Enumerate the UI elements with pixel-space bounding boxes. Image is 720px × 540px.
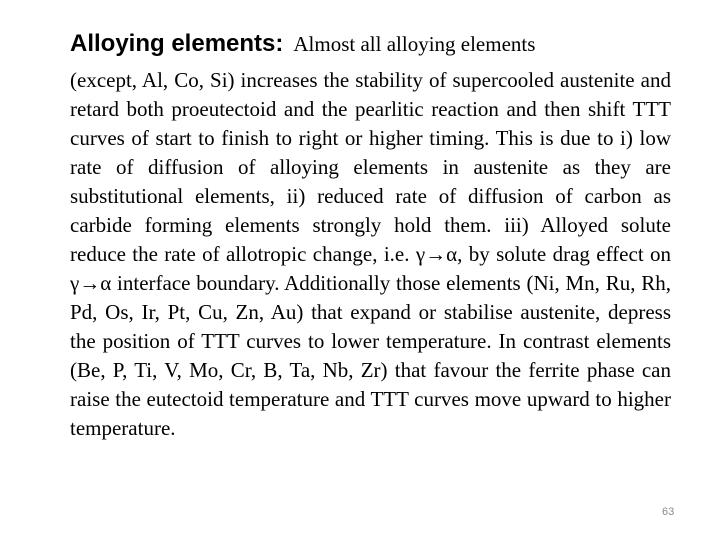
heading-continuation: Almost all alloying elements: [293, 32, 536, 56]
body-paragraph: (except, Al, Co, Si) increases the stability of supercooled austenite and retard both proeutectoid and the pearlitic reaction and then shift TTT curves of start to finish to right or higher timing. This is due to i) low rate of diffusion of alloying elements in austenite as they are substitutional elements, ii) reduced rate of diffusion of carbon as carbide forming elements strongly hold them. iii) Alloyed solute reduce the rate of allotropic change, i.e. γ→α, by solute drag effect on γ→α interface boundary. Additionally those elements (Ni, Mn, Ru, Rh, Pd, Os, Ir, Pt, Cu, Zn, Au) that expand or stabilise austenite, depress the position of TTT curves to lower temperature. In contrast elements (Be, P, Ti, V, Mo, Cr, B, Ta, Nb, Zr) that favour the ferrite phase can raise the eutectoid temperature and TTT curves move upward to higher temperature.: [70, 68, 671, 440]
page-number: 63: [662, 506, 675, 518]
slide-heading: Alloying elements:: [70, 30, 284, 57]
heading-row: [70, 30, 680, 58]
